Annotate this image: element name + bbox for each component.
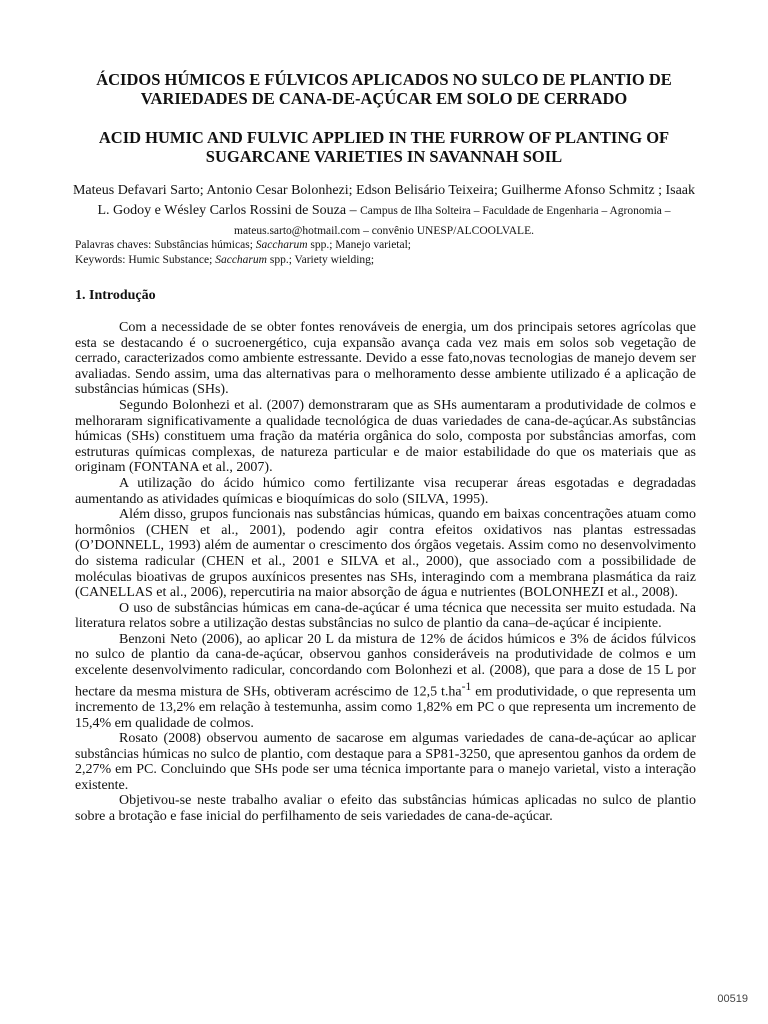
paragraph-6-rest: em produtividade, o que representa um incremento de 13,2% em relação à testemunha, assim como 1,82% em PC o que representa um incremento de 15,4% em qualidade de colmos. xyxy=(75,684,697,731)
paragraph-6-text: Benzoni Neto (2006), ao aplicar 20 L da mistura de 12% de ácidos húmicos e 3% de ácidos fúlvicos no sulco de plantio da cana-de-açúcar, observou ganhos consideráveis na produtividade de colmos e um excelente desenvolvimento radicular, concordando com Bolonhezi et al. (2008), que para a dose de 15 L por hectare da mesma mistura de SHs, obtiveram acréscimo de 12,5 t.ha xyxy=(75,631,696,700)
section-heading-introduction: 1. Introdução xyxy=(75,288,156,303)
paragraph-5: O uso de substâncias húmicas em cana-de-açúcar é uma técnica que necessita ser muito estudada. Na literatura relatos sobre a utilização destas substâncias no sulco de plantio da cana–de-açúcar é incipiente. xyxy=(75,600,696,632)
keywords-pt-text: Palavras chaves: Substâncias húmicas; xyxy=(75,239,256,251)
keywords-english xyxy=(75,254,374,267)
introduction-body xyxy=(75,320,696,825)
keywords-pt-italic: Saccharum xyxy=(255,239,308,251)
author-names: Mateus Defavari Sarto; Antonio Cesar Bolonhezi; Edson Belisário Teixeira; Guilherme Afonso Schmitz ; Isaak L. Godoy e Wésley Carlos Rossini de Souza – xyxy=(72,183,695,218)
authors-block xyxy=(70,181,698,241)
paragraph-6 xyxy=(75,632,696,731)
keywords-portuguese xyxy=(75,239,411,252)
keywords-en-text: Keywords: Humic Substance; xyxy=(75,254,216,266)
author-affiliation: Campus de Ilha Solteira – Faculdade de Engenharia – Agronomia – mateus.sarto@hotmail.com – convênio UNESP/ALCOOLVALE. xyxy=(234,205,671,237)
title-english: ACID HUMIC AND FULVIC APPLIED IN THE FURROW OF PLANTING OF SUGARCANE VARIETIES IN SAVANNAH SOIL xyxy=(98,128,670,166)
paragraph-3: A utilização do ácido húmico como fertilizante visa recuperar áreas esgotadas e degradadas aumentando as atividades químicas e bioquímicas do solo (SILVA, 1995). xyxy=(75,475,696,507)
keywords-en-rest: spp.; Variety wielding; xyxy=(266,254,375,266)
paragraph-8: Objetivou-se neste trabalho avaliar o efeito das substâncias húmicas aplicadas no sulco de plantio sobre a brotação e fase inicial do perfilhamento de seis variedades de cana-de-açúcar. xyxy=(75,793,696,825)
keywords-pt-rest: spp.; Manejo varietal; xyxy=(307,239,411,251)
keywords-en-italic: Saccharum xyxy=(215,254,267,266)
paragraph-2: Segundo Bolonhezi et al. (2007) demonstraram que as SHs aumentaram a produtividade de colmos e melhoraram significativamente a qualidade tecnológica de duas variedades de cana-de-açúcar.As substâncias húmicas (SHs) constituem uma fração da matéria orgânica do solo, composta por substâncias amorfas, com estruturas químicas complexas, de natureza particular e de maior estabilidade do que os materiais que as originam (FONTANA et al., 2007). xyxy=(75,397,696,476)
paragraph-7: Rosato (2008) observou aumento de sacarose em algumas variedades de cana-de-açúcar ao aplicar substâncias húmicas no sulco de plantio, com destaque para a SP81-3250, que apresentou ganhos da ordem de 2,27% em PC. Concluindo que SHs pode ser uma técnica importante para o manejo varietal, visto a interação existente. xyxy=(75,731,696,793)
paragraph-4: Além disso, grupos funcionais nas substâncias húmicas, quando em baixas concentrações atuam como hormônios (CHEN et al., 2001), podendo agir contra efeitos oxidativos nas plantas estressadas (O’DONNELL, 1993) além de aumentar o crescimento dos órgãos vegetais. Assim como no desenvolvimento do sistema radicular (CHEN et al., 2001 e SILVA et al., 2000), que associado com a possibilidade de moléculas bioativas de grupos auxínicos presentes nas SHs, interagindo com a membrana plasmática da raiz (CANELLAS et al., 2006), repercutiria na maior absorção de água e nutrientes (BOLONHEZI et al., 2008). xyxy=(75,507,696,601)
paragraph-6-superscript: -1 xyxy=(461,679,472,693)
paragraph-1: Com a necessidade de se obter fontes renováveis de energia, um dos principais setores agrícolas que esta se destacando é o sucroenergético, cuja expansão avança cada vez mais em solos sob vegetação de cerrado, caracterizados como ambiente estressante. Devido a esse fato,novas tecnologias de manejo devem ser avaliadas. Sendo assim, uma das alternativas para o melhoramento desse ambiente utilizado é a aplicação de substâncias húmicas (SHs). xyxy=(75,320,696,398)
page-number: 00519 xyxy=(717,993,748,1005)
title-portuguese: ÁCIDOS HÚMICOS E FÚLVICOS APLICADOS NO SULCO DE PLANTIO DE VARIEDADES DE CANA-DE-AÇÚCAR EM SOLO DE CERRADO xyxy=(96,70,672,108)
